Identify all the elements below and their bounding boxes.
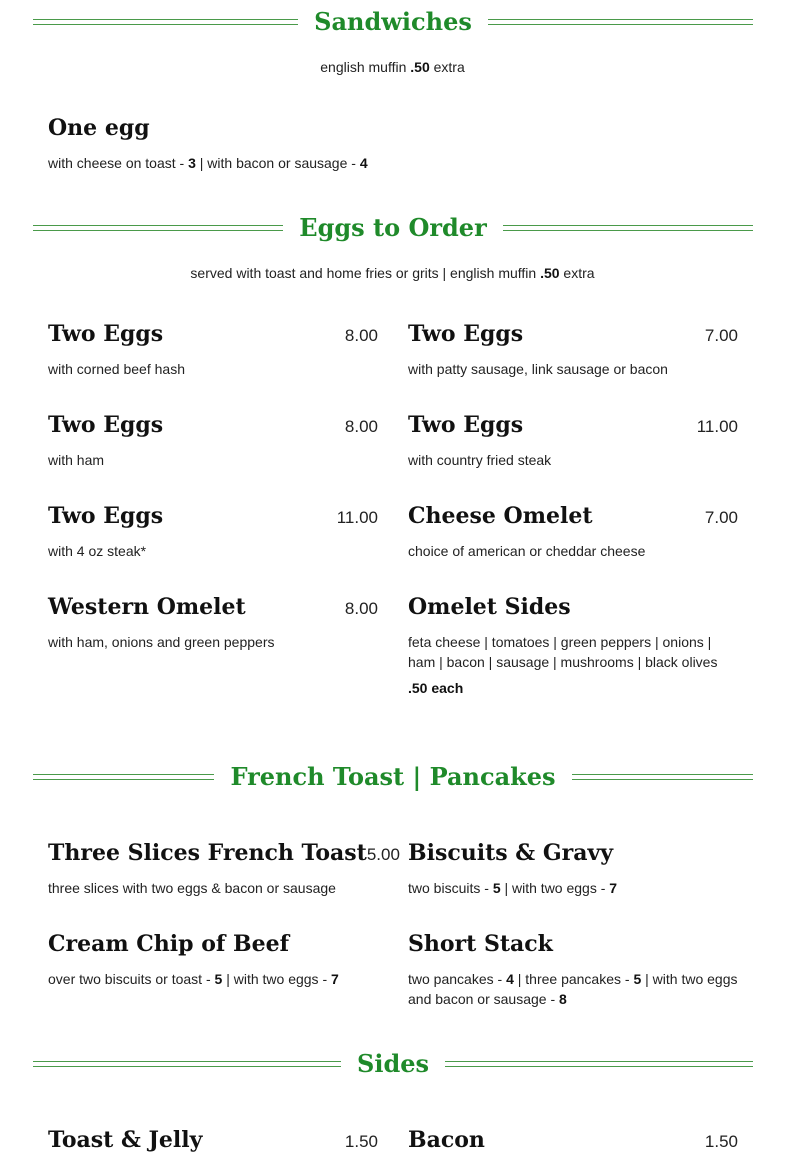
section-header-french-toast	[33, 762, 753, 792]
section-note: served with toast and home fries or grits | english muffin .50 extra	[190, 265, 595, 281]
menu-item	[48, 1127, 378, 1157]
item-price: 5.00	[366, 845, 400, 864]
menu-item	[48, 412, 378, 470]
item-description: choice of american or cheddar cheese	[408, 543, 646, 559]
item-description: with ham, onions and green peppers	[48, 634, 275, 650]
item-price: 11.00	[696, 417, 738, 436]
item-name: Cream Chip of Beef	[48, 931, 290, 957]
item-price: 7.00	[704, 326, 738, 345]
item-price: 8.00	[344, 599, 378, 618]
item-name: Two Eggs	[48, 503, 164, 529]
menu-item	[48, 840, 400, 898]
menu-item	[408, 1127, 738, 1157]
section-header-sandwiches	[33, 7, 753, 37]
item-description: three slices with two eggs & bacon or sausage	[48, 880, 336, 896]
menu-item	[408, 931, 738, 1009]
item-price: 1.50	[344, 1132, 378, 1151]
divider-rule	[33, 774, 214, 780]
item-name: Two Eggs	[408, 412, 524, 438]
divider-rule	[503, 225, 753, 231]
menu-item-one-egg	[48, 115, 708, 173]
divider-rule	[33, 225, 283, 231]
item-name: One egg	[48, 115, 150, 141]
menu-item	[48, 321, 378, 379]
item-description: over two biscuits or toast - 5 | with two eggs - 7	[48, 971, 339, 987]
section-header-eggs	[33, 213, 753, 243]
section-title: Eggs to Order	[299, 213, 487, 242]
item-name: Toast & Jelly	[48, 1127, 203, 1153]
divider-rule	[445, 1061, 753, 1067]
item-extra-price: .50 each	[408, 680, 464, 696]
item-name: Omelet Sides	[408, 594, 571, 620]
menu-item	[48, 594, 378, 652]
item-name: Biscuits & Gravy	[408, 840, 614, 866]
item-name: Cheese Omelet	[408, 503, 593, 529]
menu-item-omelet-sides	[408, 594, 738, 696]
item-price: 7.00	[704, 508, 738, 527]
menu-item	[48, 931, 378, 989]
item-price: 8.00	[344, 326, 378, 345]
divider-rule	[33, 1061, 341, 1067]
section-title: Sandwiches	[314, 7, 472, 36]
item-name: Three Slices French Toast	[48, 840, 367, 866]
item-description: feta cheese | tomatoes | green peppers | onions | ham | bacon | sausage | mushrooms | black olives	[408, 634, 718, 670]
section-title: Sides	[357, 1049, 430, 1078]
section-title: French Toast | Pancakes	[230, 762, 556, 791]
item-name: Bacon	[408, 1127, 485, 1153]
section-header-sides	[33, 1049, 753, 1079]
item-price: 11.00	[336, 508, 378, 527]
item-description: two pancakes - 4 | three pancakes - 5 | with two eggs and bacon or sausage - 8	[408, 971, 738, 1007]
item-description: with patty sausage, link sausage or bacon	[408, 361, 668, 377]
menu-item	[48, 503, 378, 561]
item-price: 8.00	[344, 417, 378, 436]
menu-item	[408, 412, 738, 470]
item-description: with cheese on toast - 3 | with bacon or sausage - 4	[48, 155, 368, 171]
divider-rule	[488, 19, 753, 25]
item-name: Western Omelet	[48, 594, 246, 620]
menu-item	[408, 503, 738, 561]
divider-rule	[33, 19, 298, 25]
item-description: with 4 oz steak*	[48, 543, 147, 559]
item-description: with corned beef hash	[48, 361, 185, 377]
divider-rule	[572, 774, 753, 780]
item-name: Short Stack	[408, 931, 553, 957]
menu-item	[408, 840, 738, 898]
item-description: with country fried steak	[408, 452, 552, 468]
item-price: 1.50	[704, 1132, 738, 1151]
menu-item	[408, 321, 738, 379]
item-name: Two Eggs	[408, 321, 524, 347]
item-description: two biscuits - 5 | with two eggs - 7	[408, 880, 618, 896]
item-name: Two Eggs	[48, 412, 164, 438]
section-note: english muffin .50 extra	[320, 59, 465, 75]
item-description: with ham	[48, 452, 105, 468]
item-name: Two Eggs	[48, 321, 164, 347]
